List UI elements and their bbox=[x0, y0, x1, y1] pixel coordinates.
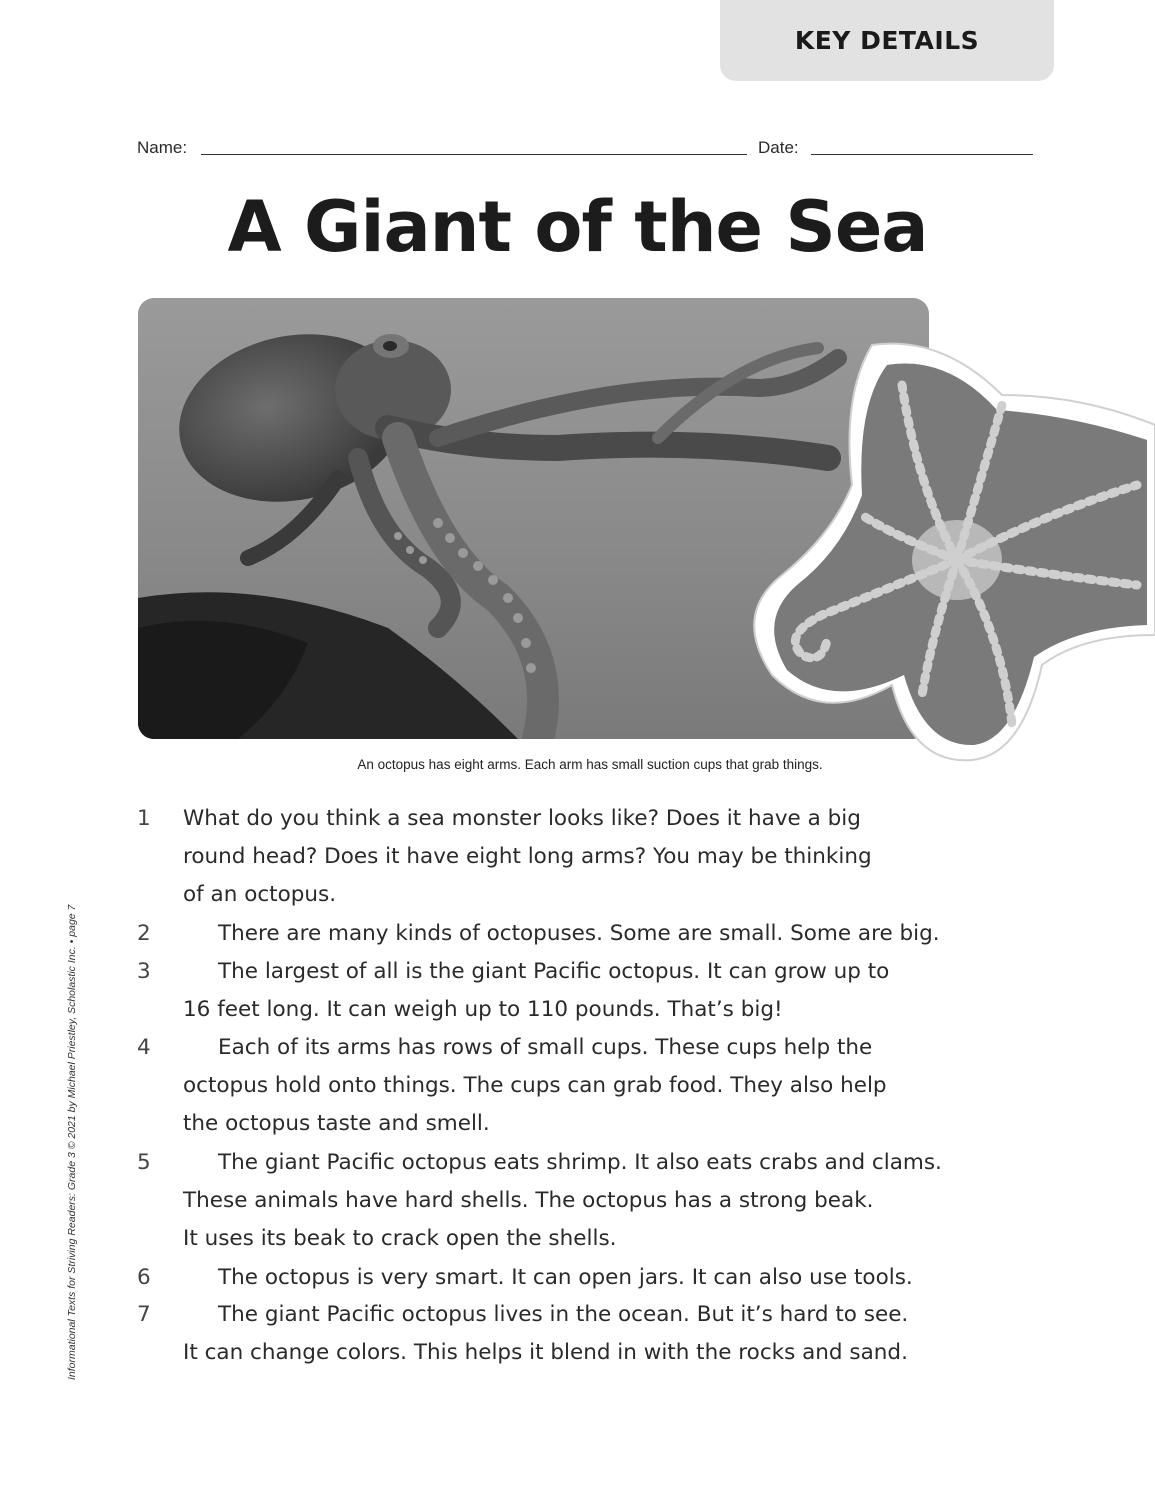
name-field-line[interactable] bbox=[201, 154, 747, 155]
paragraph-line: 16 feet long. It can weigh up to 110 pounds. That’s big! bbox=[183, 997, 783, 1022]
paragraph-number: 5 bbox=[137, 1150, 151, 1175]
paragraph-line: The largest of all is the giant Pacific octopus. It can grow up to bbox=[218, 959, 890, 984]
paragraph-line: It can change colors. This helps it blend in with the rocks and sand. bbox=[183, 1340, 908, 1365]
copyright-credit: Informational Texts for Striving Readers: Grade 3 © 2021 by Michael Priestley, Scholastic Inc. • page 7 bbox=[66, 904, 78, 1380]
name-date-row bbox=[137, 137, 1033, 161]
paragraph-number: 6 bbox=[137, 1265, 151, 1290]
image-caption: An octopus has eight arms. Each arm has small suction cups that grab things. bbox=[357, 757, 823, 772]
name-label: Name: bbox=[137, 138, 188, 157]
paragraph-number: 1 bbox=[137, 806, 151, 831]
paragraph-line: There are many kinds of octopuses. Some are small. Some are big. bbox=[218, 921, 940, 946]
paragraph-line: The giant Pacific octopus lives in the ocean. But it’s hard to see. bbox=[218, 1302, 909, 1327]
paragraph-number: 7 bbox=[137, 1302, 151, 1327]
paragraph-line: Each of its arms has rows of small cups. These cups help the bbox=[218, 1035, 873, 1060]
paragraph-line: of an octopus. bbox=[183, 882, 337, 907]
paragraph-number: 3 bbox=[137, 959, 151, 984]
paragraph-line: These animals have hard shells. The octopus has a strong beak. bbox=[183, 1188, 874, 1213]
octopus-underside-cutout bbox=[742, 335, 1155, 765]
paragraph-line: the octopus taste and smell. bbox=[183, 1111, 490, 1136]
paragraph-line: It uses its beak to crack open the shells. bbox=[183, 1226, 617, 1251]
paragraph-number: 2 bbox=[137, 921, 151, 946]
page-title: A Giant of the Sea bbox=[227, 186, 928, 268]
paragraph-line: The giant Pacific octopus eats shrimp. It also eats crabs and clams. bbox=[218, 1150, 942, 1175]
paragraph-line: round head? Does it have eight long arms? You may be thinking bbox=[183, 844, 872, 869]
section-tab-label: KEY DETAILS bbox=[794, 26, 980, 55]
paragraph-line: What do you think a sea monster looks like? Does it have a big bbox=[183, 806, 861, 831]
paragraph-line: octopus hold onto things. The cups can grab food. They also help bbox=[183, 1073, 887, 1098]
section-tab bbox=[720, 0, 1054, 81]
paragraph-line: The octopus is very smart. It can open jars. It can also use tools. bbox=[218, 1265, 913, 1290]
date-label: Date: bbox=[758, 138, 799, 157]
paragraph-number: 4 bbox=[137, 1035, 151, 1060]
date-field-line[interactable] bbox=[811, 154, 1033, 155]
